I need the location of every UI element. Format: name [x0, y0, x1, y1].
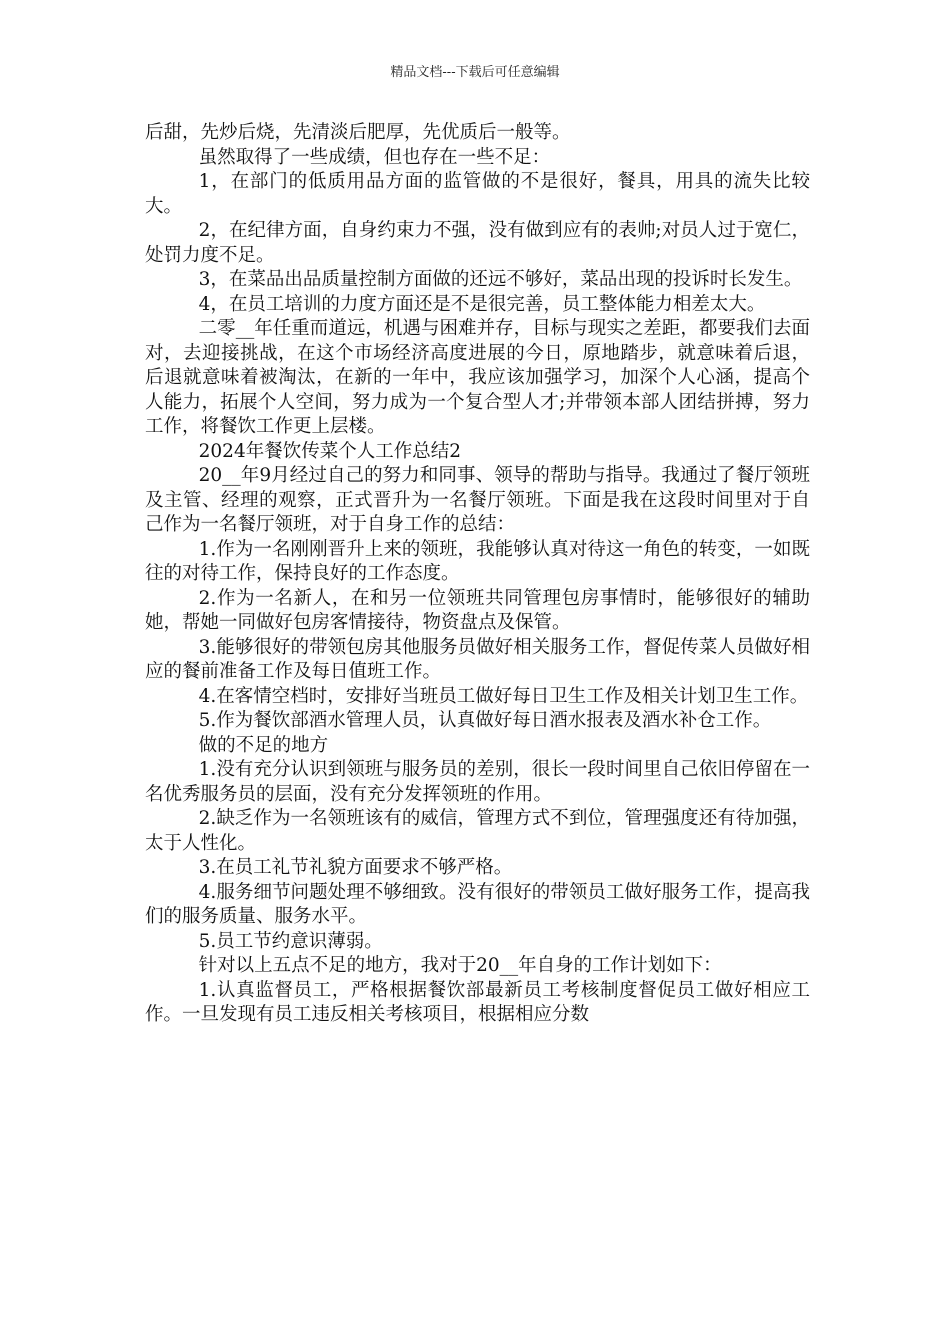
paragraph: 1，在部门的低质用品方面的监管做的不是很好，餐具，用具的流失比较大。 — [145, 171, 810, 217]
section-title: 2024年餐饮传菜个人工作总结2 — [198, 440, 461, 462]
paragraph: 二零__年任重而道远，机遇与困难并存，目标与现实之差距，都要我们去面对，去迎接挑战，在这个市场经济高度进展的今日，原地踏步，就意味着后退，后退就意味着被淘汰，在新的一年中，我应该加强学习，加深个人心涵，提高个人能力，拓展个人空间，努力成为一个复合型人才;并带领本部人团结拼搏，努力工作，将餐饮工作更上层楼。 — [145, 318, 810, 437]
paragraph: 4.在客情空档时，安排好当班员工做好每日卫生工作及相关计划卫生工作。 — [198, 685, 809, 707]
paragraph: 4.服务细节问题处理不够细致。没有很好的带领员工做好服务工作，提高我们的服务质量、服务水平。 — [145, 881, 810, 927]
paragraph: 后甜，先炒后烧，先清淡后肥厚，先优质后一般等。 — [145, 122, 571, 143]
paragraph: 1.认真监督员工，严格根据餐饮部最新员工考核制度督促员工做好相应工作。一旦发现有员工违反相关考核项目，根据相应分数 — [145, 979, 810, 1025]
paragraph: 2.缺乏作为一名领班该有的威信，管理方式不到位，管理强度还有待加强，太于人性化。 — [145, 808, 810, 854]
page-header: 精品文档---下载后可任意编辑 — [390, 65, 560, 80]
paragraph: 3.在员工礼节礼貌方面要求不够严格。 — [198, 857, 513, 878]
paragraph: 20__年9月经过自己的努力和同事、领导的帮助与指导。我通过了餐厅领班及主管、经理的观察，正式晋升为一名餐厅领班。下面是我在这段时间里对于自己作为一名餐厅领班，对于自身工作的总结： — [145, 465, 810, 535]
paragraph: 5.员工节约意识薄弱。 — [198, 930, 383, 952]
paragraph: 虽然取得了一些成绩，但也存在一些不足： — [198, 146, 551, 168]
paragraph: 3，在菜品出品质量控制方面做的还远不够好，菜品出现的投诉时长发生。 — [198, 269, 803, 290]
paragraph: 4，在员工培训的力度方面还是不是很完善，员工整体能力相差太大。 — [198, 293, 766, 315]
document-body — [145, 121, 810, 1028]
paragraph: 1.没有充分认识到领班与服务员的差别，很长一段时间里自己依旧停留在一名优秀服务员的层面，没有充分发挥领班的作用。 — [145, 759, 810, 805]
paragraph: 2.作为一名新人，在和另一位领班共同管理包房事情时，能够很好的辅助她，帮她一同做好包房客情接待，物资盘点及保管。 — [145, 587, 810, 633]
paragraph: 3.能够很好的带领包房其他服务员做好相关服务工作，督促传菜人员做好相应的餐前准备工作及每日值班工作。 — [145, 636, 810, 682]
paragraph: 5.作为餐饮部酒水管理人员，认真做好每日酒水报表及酒水补仓工作。 — [198, 710, 772, 731]
paragraph: 2，在纪律方面，自身约束力不强，没有做到应有的表帅;对员人过于宽仁，处罚力度不足。 — [145, 220, 810, 266]
paragraph: 1.作为一名刚刚晋升上来的领班，我能够认真对待这一角色的转变，一如既往的对待工作，保持良好的工作态度。 — [145, 538, 810, 584]
subheading: 做的不足的地方 — [198, 734, 329, 756]
paragraph: 针对以上五点不足的地方，我对于20__年自身的工作计划如下： — [198, 955, 722, 976]
